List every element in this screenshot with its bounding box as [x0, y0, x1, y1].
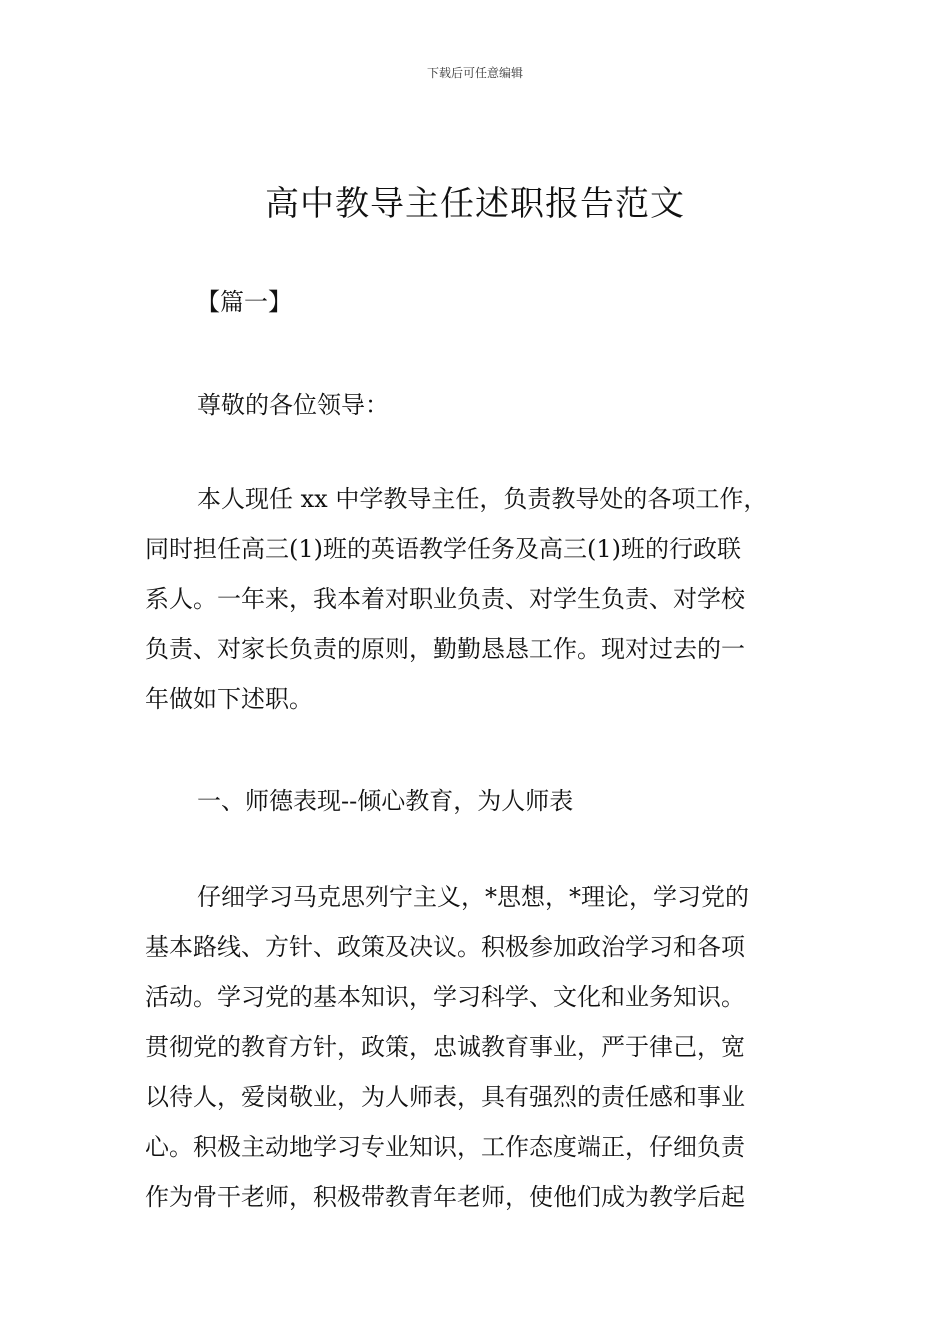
paragraph-line: 心。积极主动地学习专业知识，工作态度端正，仔细负责: [145, 1133, 745, 1161]
paragraph-line: 负责、对家长负责的原则，勤勤恳恳工作。现对过去的一: [145, 635, 745, 663]
paragraph-line: 活动。学习党的基本知识，学习科学、文化和业务知识。: [145, 983, 745, 1011]
paragraph-line: 作为骨干老师，积极带教青年老师，使他们成为教学后起: [145, 1183, 745, 1211]
paragraph-1: [145, 474, 810, 724]
section-tag: 【篇一】: [196, 288, 292, 316]
paragraph-line: 同时担任高三(1)班的英语教学任务及高三(1)班的行政联: [145, 535, 741, 563]
paragraph-2: [145, 872, 810, 1222]
paragraph-line: 基本路线、方针、政策及决议。积极参加政治学习和各项: [145, 933, 745, 961]
header-note: 下载后可任意编辑: [426, 66, 523, 80]
paragraph-line: 仔细学习马克思列宁主义，*思想，*理论，学习党的: [197, 883, 749, 911]
paragraph-line: 年做如下述职。: [145, 685, 313, 713]
paragraph-line: 系人。一年来，我本着对职业负责、对学生负责、对学校: [145, 585, 745, 613]
paragraph-line: 本人现任 xx 中学教导主任，负责教导处的各项工作，: [197, 485, 768, 513]
paragraph-line: 贯彻党的教育方针，政策，忠诚教育事业，严于律己，宽: [145, 1033, 745, 1061]
paragraph-line: 以待人，爱岗敬业，为人师表，具有强烈的责任感和事业: [145, 1083, 745, 1111]
section-heading-1: 一、师德表现--倾心教育，为人师表: [197, 787, 574, 815]
greeting: 尊敬的各位领导：: [197, 391, 389, 419]
document-title: 高中教导主任述职报告范文: [265, 184, 685, 224]
